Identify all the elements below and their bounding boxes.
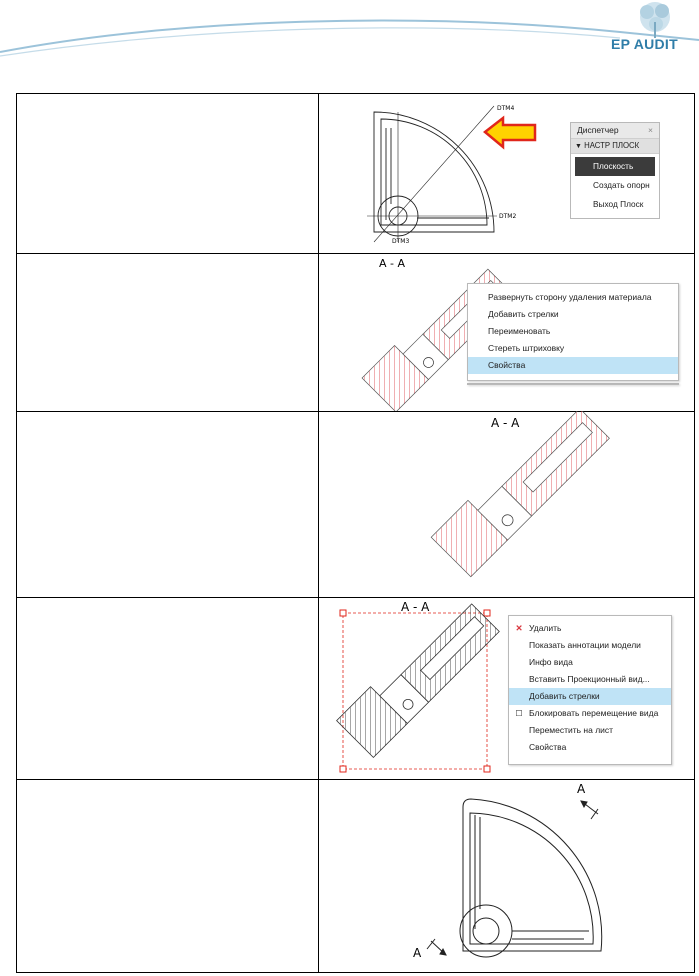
page-header — [0, 0, 699, 90]
table-row-1 — [17, 94, 694, 254]
dispatcher-item-create-datum[interactable]: Создать опорн — [593, 180, 650, 190]
menu-item-properties[interactable]: Свойства — [468, 357, 678, 374]
image-cell-5 — [319, 779, 694, 972]
selection-handle[interactable] — [484, 766, 490, 772]
section-label-row2: A - A — [379, 257, 406, 270]
section-arrow-top-icon — [581, 801, 598, 819]
text-cell-5 — [17, 779, 319, 972]
table-row-4 — [17, 597, 694, 780]
image-cell-4 — [319, 597, 694, 779]
menu-item-view-info[interactable]: Инфо вида — [529, 657, 573, 667]
selection-handle[interactable] — [484, 610, 490, 616]
dispatcher-panel — [570, 122, 660, 219]
menu-item-move-to-sheet[interactable]: Переместить на лист — [529, 725, 614, 735]
section-label-row4: A - A — [401, 600, 430, 614]
image-cell-3 — [319, 411, 694, 597]
dtm4-label: DTM4 — [497, 105, 515, 112]
pointer-arrow-icon — [485, 118, 535, 147]
menu-item-show-annotations[interactable]: Показать аннотации модели — [529, 640, 641, 650]
menu-item-flip-side[interactable]: Развернуть сторону удаления материала — [488, 292, 652, 302]
section-label-row3: A - A — [491, 416, 520, 430]
dtm3-label: DTM3 — [392, 238, 410, 245]
text-cell-4 — [17, 597, 319, 779]
header-swoosh — [0, 0, 699, 90]
text-cell-1 — [17, 94, 319, 253]
dispatcher-section-label: НАСТР ПЛОСК — [584, 141, 640, 150]
dispatcher-item-exit[interactable]: Выход Плоск — [593, 199, 644, 209]
section-context-menu — [467, 283, 679, 381]
logo-text: EP AUDIT — [611, 36, 678, 52]
arrow-label-top: A — [577, 782, 586, 796]
dispatcher-section[interactable] — [571, 139, 659, 154]
table-row-5 — [17, 779, 694, 972]
menu-item-insert-projection[interactable]: Вставить Проекционный вид... — [529, 674, 650, 684]
selection-handle[interactable] — [340, 766, 346, 772]
dtm2-label: DTM2 — [499, 213, 517, 220]
menu-item-rename[interactable]: Переименовать — [488, 326, 551, 336]
section-view-red-large — [319, 411, 694, 597]
triangle-down-icon: ▼ — [575, 143, 582, 150]
selection-handle[interactable] — [340, 610, 346, 616]
instruction-table — [16, 93, 695, 973]
menu-item-lock-view[interactable]: ☐ Блокировать перемещение вида — [509, 705, 671, 722]
menu-item-delete[interactable]: ✕ Удалить — [509, 620, 671, 637]
arrow-label-bottom: A — [413, 946, 422, 960]
table-row-3 — [17, 411, 694, 598]
context-menu-row2 — [467, 383, 679, 385]
menu-item-add-arrows[interactable]: Добавить стрелки — [488, 309, 559, 319]
text-cell-3 — [17, 411, 319, 597]
dispatcher-title: Диспетчер — [577, 125, 619, 135]
view-context-menu — [508, 615, 672, 765]
section-arrow-bottom-icon — [427, 939, 446, 955]
close-icon[interactable]: × — [648, 125, 653, 135]
tree-logo-icon — [640, 2, 670, 38]
menu-item-add-arrows[interactable]: Добавить стрелки — [509, 688, 671, 705]
dispatcher-item-plane[interactable]: Плоскость — [575, 157, 655, 176]
image-cell-2 — [319, 253, 694, 411]
menu-item-erase-hatch[interactable]: Стереть штриховку — [488, 343, 565, 353]
quarter-part-with-arrows — [319, 779, 694, 972]
delete-x-icon: ✕ — [515, 623, 523, 633]
text-cell-2 — [17, 253, 319, 411]
image-cell-1 — [319, 94, 694, 253]
table-row-2 — [17, 253, 694, 412]
menu-item-properties[interactable]: Свойства — [529, 742, 567, 752]
checkbox-icon[interactable]: ☐ — [515, 709, 523, 718]
